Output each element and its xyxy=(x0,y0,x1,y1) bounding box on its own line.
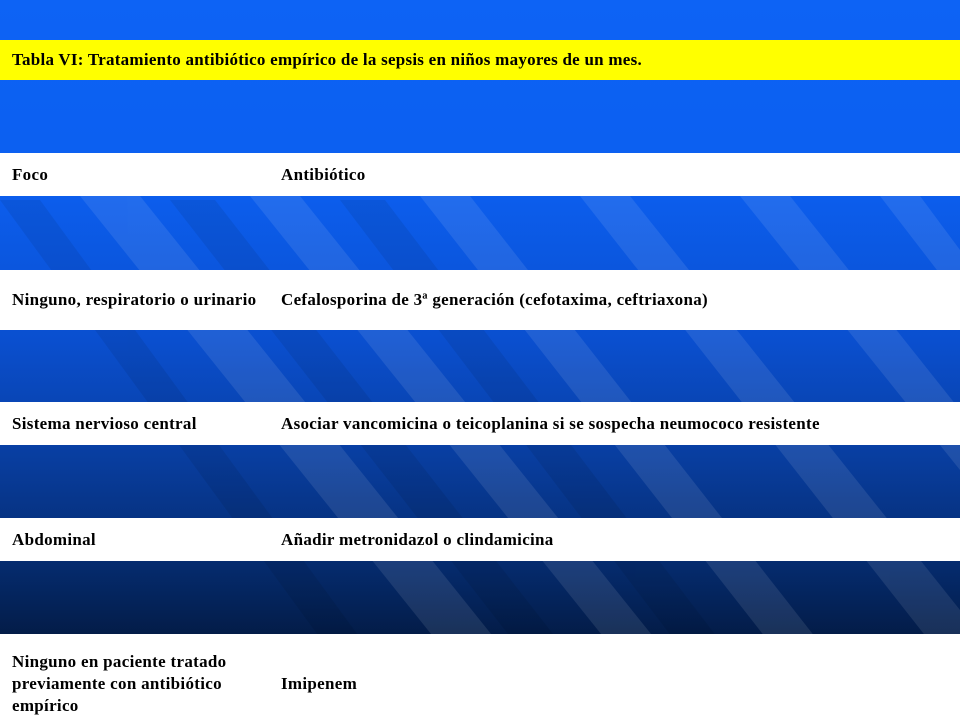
cell-antibiotico: Añadir metronidazol o clindamicina xyxy=(281,529,554,549)
header-antibiotico: Antibiótico xyxy=(281,164,366,184)
cell-antibiotico: Cefalosporina de 3ª generación (cefotaxima, ceftriaxona) xyxy=(281,290,708,309)
table-title xyxy=(0,40,960,80)
table-header-row xyxy=(0,153,960,196)
table-row xyxy=(0,402,960,445)
cell-foco: Ninguno en paciente tratado previamente con antibiótico empírico xyxy=(12,652,227,715)
table-title-text: Tabla VI: Tratamiento antibiótico empírico de la sepsis en niños mayores de un mes. xyxy=(12,50,642,69)
cell-antibiotico: Asociar vancomicina o teicoplanina si se sospecha neumococo resistente xyxy=(281,413,820,433)
table-row xyxy=(0,270,960,330)
cell-foco: Sistema nervioso central xyxy=(12,413,197,433)
header-foco: Foco xyxy=(12,164,49,184)
table-row xyxy=(0,634,960,720)
table-row xyxy=(0,518,960,561)
cell-foco: Ninguno, respiratorio o urinario xyxy=(12,290,257,309)
cell-foco: Abdominal xyxy=(12,529,96,549)
cell-antibiotico: Imipenem xyxy=(281,674,358,693)
